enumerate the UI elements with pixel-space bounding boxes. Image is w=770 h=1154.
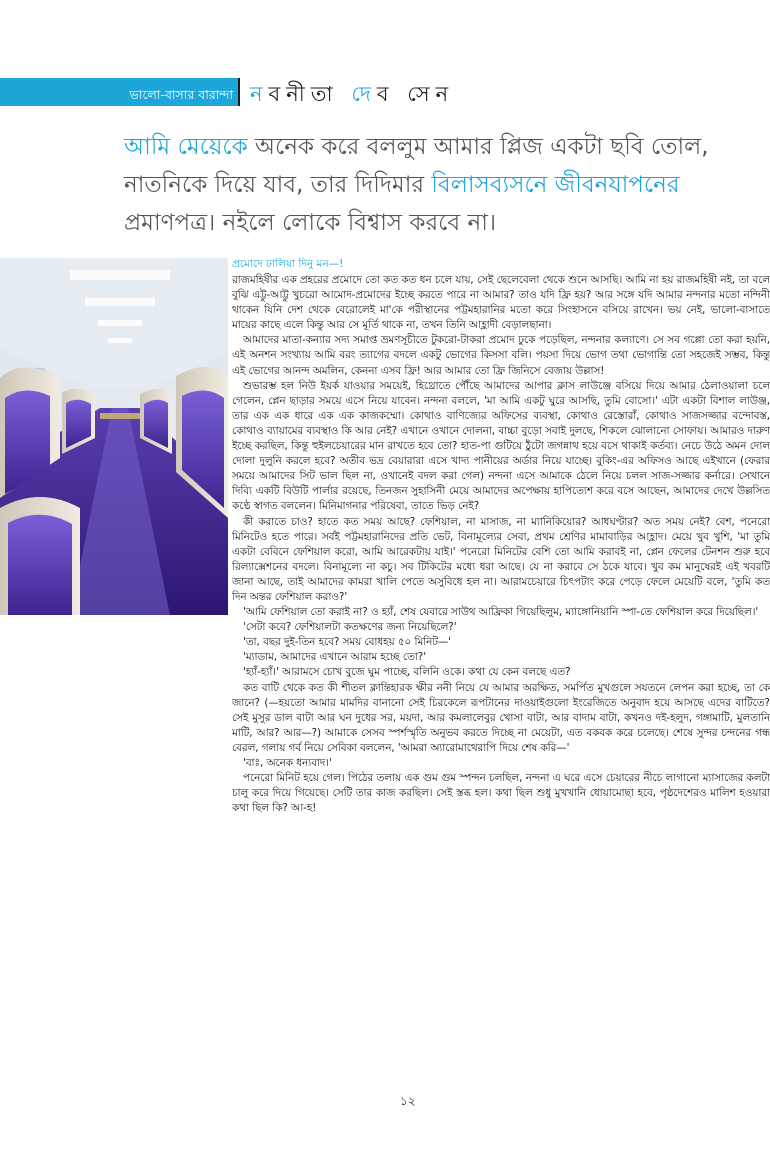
author-name [250,80,454,108]
article-paragraph: 'সেটা কবে? ফেশিয়ালটা কতক্ষণের জন্য নিয়েছিলে?' [243,621,457,634]
column-title: ভালো-বাসার বারান্দা [129,87,233,102]
article-paragraph: 'আমি ফেশিয়াল তো করাই না? ও হ্যাঁ, শেষ যেবারে সাউথ আফ্রিকা গিয়েছিলুম, ম্যাঙ্গোনিয়ানি স্পা-তে ফেশিয়াল করে দিয়েছিল।' [243,606,759,619]
article-paragraph: রাজমহিষীর এক প্রহরের প্রমোদে তো কত কত ধন চলে যায়, সেই ছেলেবেলা থেকে শুনে আসছি। আমি না হয় রাজমহিষী নই, তা বলে বুঝি এট্টু-আট্টু খুচরো আমোদ-প্রমোদের ইচ্ছে করতে পারে না আমার? তাও যদি ফ্রি হয়? আর সঙ্গে যদি আমার নন্দনার মতো নন্দিনী থাকেন যিনি দেশ থেকে বেরোলেই মা'কে পরীস্থানের পট্টমহারানির মতো করে সিংহাসনে বসিয়ে রাখেন। ভয় নেই, ভালো-বাসাতে মায়ের কাছে এলে কিন্তু আর সে মূর্তি থাকে না, তখন তিনি আহ্লাদী বেড়ালছানা। [232,274,770,332]
pull-quote [124,128,764,242]
article-paragraph: কী করাতে চাও? হাতে কত সময় আছে? ফেশিয়াল, না মাসাজ, না ম্যানিকিয়োর? আধঘণ্টার? অত সময় নেই? বেশ, পনেরো মিনিটেও হতে পারে। সর্বই পট্টমহারানিদের প্রতি ভেট, বিনামূল্যের সেবা, প্রথম শ্রেণির মামাবাড়ির আহ্লাদ। মেয়ে খুব খুশি, 'মা তুমি একটা বেবিনে ফেশিয়াল করো, আমি আরেকটায় যাই।' পনেরো মিনিটের বেশি তো আমি করাবই না, প্লেন ফেলের টেনশন শুরু হবে রিল্যাক্সেশনের বদলে। বিনামূল্যে না কচু। সব টিকিটের মধ্যে ধরা আছে। যে না করাবে সে ঠকে যাবে। খুব কম মানুষেরই এই খবরটি জানা আছে, তাই আমাদের কামরা খালি পেতে অসুবিধে হল না। আরামচেয়ারে চিৎপটাং করে পেড়ে ফেলে মেয়েটি বলে, 'তুমি কত দিন অন্তর ফেশিয়াল করাও?' [232,515,770,603]
article-paragraph: পনেরো মিনিট হয়ে গেল। পিঠের তলায় এক গুম গুম স্পন্দন চলছিল, নন্দনা এ ঘরে এসে চেয়ারের নীচে লাগানো ম্যাসাজের কলটা চালু করে দিয়ে গিয়েছে। সেটি তার কাজ করছিল। সেই স্তব্ধ হল। কথা ছিল শুধু মুখখানি ধোয়ামোছা হবে, পৃষ্ঠদেশেরও মালিশ হওয়ারা কথা ছিল কি? আ-হ! [232,772,770,815]
article-paragraph: 'বাঃ, অনেক ধন্যবাদ।' [243,757,332,769]
airplane-cabin-photo [0,258,228,615]
article-body [232,258,770,1094]
pull-quote-text-2: প্রমাণপত্র। নইলে লোকে বিশ্বাস করবে না। [124,210,497,236]
article-paragraph: 'ম্যাডাম, আমাদের এখানে আরাম হচ্ছে তো?' [243,651,427,664]
airplane-cabin-illustration [0,258,228,615]
article-paragraph: 'হ্যাঁ-হ্যাঁ।' আরামসে চোখ বুজে ঘুম পাচ্ছে, বলিনি ওকে। কথা যে কেন বলছে এত? [243,666,571,679]
author-accent-1: ন [250,82,269,106]
header-divider [238,78,240,106]
author-accent-2: দে [351,82,377,106]
article-paragraph: 'তা, বছর দুই-তিন হবে? সময় বোধহয় ৫০ মিনিট—' [243,636,452,649]
article-paragraph: কত বাটি থেকে কত কী শীতল ক্লান্তিহারক ক্ষীর ননী নিয়ে যে আমার অরক্ষিত, সমর্পিত মুখগুলে সযতনে লেপন করা হচ্ছে, তা কে জানে? (—হয়তো আমার মামদির বানানো সেই চিরকেলে রূপটানের দাওয়াইগুলো ইংরেজিতে অনুবাদ হয়ে আসছে এদের বাটিতে? সেই মুসুর ডাল বাটা আর ঘন দুধের সর, ময়দা, আর কমলালেবুর খোসা বাটা, আর বাদাম বাটা, কখনও দই-হলুদ, গঙ্গামাটি, মুলতানি মাটি, আর? আর—?) আমাকে সেসব স্পর্শস্মৃতি অনুভব করতে দিচ্ছে না মেয়েটা, এত বকবক করে চলেছে। শেষে সুন্দর চন্দনের গন্ধ বেরল, গলায় গর্ব নিয়ে সেবিকা বললেন, 'আমরা অ্যারোমাথেরাপি দিয়ে শেষ করি—' [232,681,770,754]
pull-quote-accent-2: বিলাসব্যসনে জীবনযাপনের [431,172,680,198]
page-number: ১২ [400,1094,416,1108]
section-heading: প্রমোদে ঢালিয়া দিনু মন—! [232,258,344,270]
pull-quote-accent-1: আমি মেয়েকে [124,134,248,160]
author-part-2: ব সেন [376,82,455,106]
author-part-1: বনীতা [268,82,339,106]
article-paragraph: আমাদের মাতা-কন্যার সদ্য সমাপ্ত ভ্রমণসূচীতে টুকরো-টাকরা প্রমোদ ঢুকে পড়েছিল, নন্দনার কল্যাণে। সে সব গপ্পো তো করা হয়নি, এই অনশন সংখ্যায় আমি বরং ত্যাগের বদলে একটু ভোগের কিসসা বলি। পয়সা দিয়ে ভোগ তথা ভোগান্তি তো সহজেই সম্ভব, কিন্তু এই ভোগের আনন্দ অমলিন, কেননা এসব ফ্রি! আর আমার তো ফ্রি জিনিসে বেজায় উল্লাস! [232,334,770,377]
pull-quote-text-1: অনেক করে বললুম আমার প্লিজ একটা ছবি তোল, নাতনিকে দিয়ে যাব, তার দিদিমার [124,134,709,198]
article-paragraph: শুভারম্ভ হল নিউ ইয়র্ক যাওয়ার সময়েই, হিথ্রোতে পৌঁছে আমাদের আপার ক্লাস লাউঞ্জে বসিয়ে দিয়ে আমার ঠেলাওয়ালা চলে গেলেন, প্লেন ছাড়ার সময়ে এসে নিয়ে যাবেন। নন্দনা বললে, 'মা আমি একটু ঘুরে আসছি, তুমি বোসো।' এটা একটা বিশাল লাউঞ্জ, তার এক এক ধারে এক এক কাজকম্মো। কোথাও বাণিজ্যের অফিসের ব্যবস্থা, কোথাও রেস্তোরাঁ, কোথাও সাজসজ্জার বন্দোবস্ত, কোথাও ব্যায়ামের ব্যবস্থাও কি আর নেই? এখানে ওখানে দোলনা, বাচ্চা বুড়ো সবাই দুলছে, শিকলে ঝোলানো সোফায়। আমারও দারুণ ইচ্ছে করছিল, কিন্তু হুইলচেয়ারের মান রাখতে হবে তো? হাত-পা গুটিয়ে ঠুঁটো জগন্নাথ হয়ে বসে থাকাই কর্তব্য। নেচে উঠে অমন দোল দোলা দুলুনি করলে হবে? অতীব ভদ্র বেয়ারারা এসে খাদ্য পানীয়ের অর্ডার নিয়ে যাচ্ছে। বুকিং-এর অফিসও আছে এইখানে (ফেরার সময়ে আমাদের সিট ভাল ছিল না, ওখানেই বদল করা গেল) নন্দনা এসে আমাকে ঠেলে নিয়ে চলল সাজ-সজ্জার কর্নারে। সেখানে দিব্যি একটি বিউটি পার্লার রয়েছে, তিনজন সুহাসিনী মেয়ে আমাদের অপেক্ষায় হাপিত্যেশ করে বসে আছেন, আমাদের দেখে উল্লসিত কণ্ঠে স্বাগত বললেন। মিনিমাগনার পরিষেবা, তাতে ভিড় নেই? [232,379,770,513]
